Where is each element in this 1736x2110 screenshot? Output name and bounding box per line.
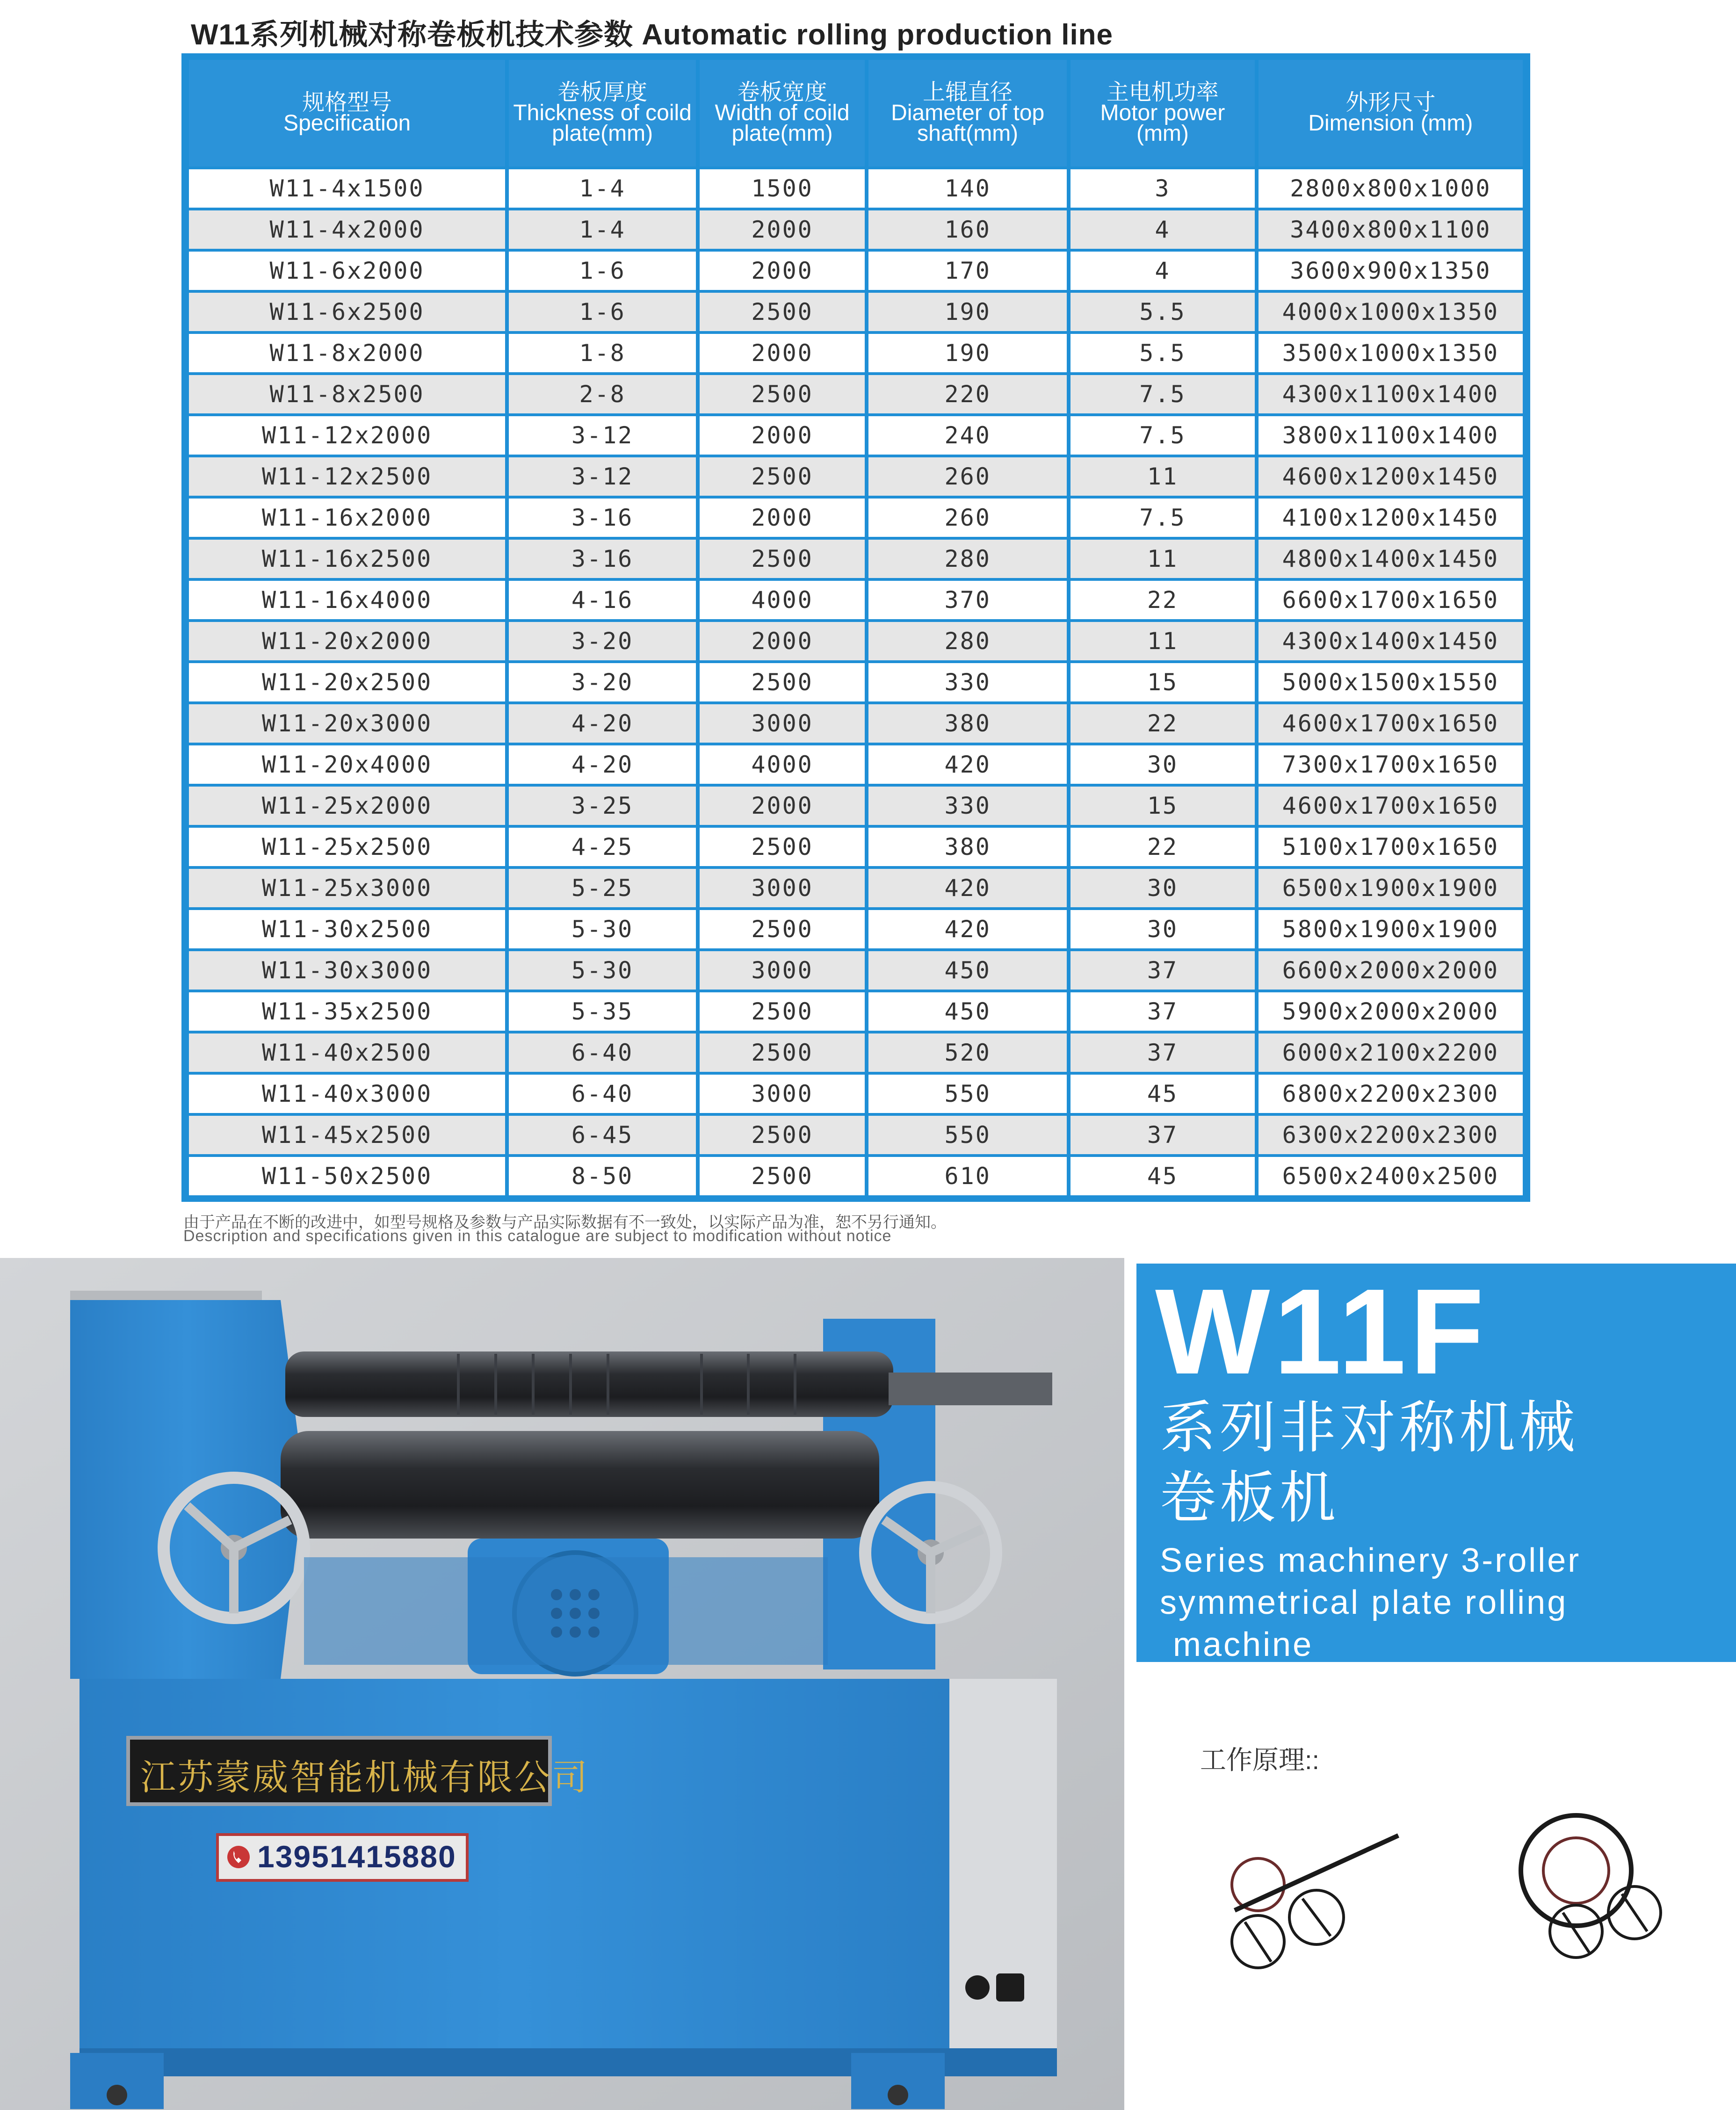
table-header-row (189, 60, 1523, 166)
table-cell: 1-8 (509, 334, 696, 372)
table-row (189, 293, 1523, 331)
table-cell: W11-50x2500 (189, 1157, 505, 1195)
table-cell: 4300x1400x1450 (1259, 622, 1523, 660)
table-cell: 6500x1900x1900 (1259, 869, 1523, 907)
table-cell: 5.5 (1071, 334, 1255, 372)
table-cell: W11-8x2500 (189, 375, 505, 413)
company-name: 江苏蒙威智能机械有限公司 (140, 1756, 589, 1798)
table-cell: 4000 (700, 581, 865, 619)
table-cell: 22 (1071, 704, 1255, 743)
table-cell: 30 (1071, 745, 1255, 784)
machine-photo (0, 1258, 1124, 2110)
spec-table-title: W11系列机械对称卷板机技术参数 Automatic rolling production line (191, 19, 1114, 51)
table-cell: 6600x2000x2000 (1259, 951, 1523, 990)
table-cell: 160 (868, 210, 1067, 249)
table-cell: 1-4 (509, 210, 696, 249)
table-cell: 5-30 (509, 910, 696, 948)
table-row (189, 1075, 1523, 1113)
table-cell: W11-35x2500 (189, 992, 505, 1031)
machine-illustration (0, 1258, 1124, 2110)
table-cell: 3-16 (509, 540, 696, 578)
column-header-en: Dimension (mm) (1308, 111, 1473, 136)
table-cell: 370 (868, 581, 1067, 619)
table-row (189, 787, 1523, 825)
product-name-zh-line2: 卷板机 (1160, 1467, 1339, 1529)
table-cell: 5800x1900x1900 (1259, 910, 1523, 948)
table-cell: 1500 (700, 169, 865, 208)
table-cell: 4600x1700x1650 (1259, 787, 1523, 825)
table-cell: W11-8x2000 (189, 334, 505, 372)
column-header-zh: 主电机功率 (1106, 80, 1219, 105)
table-row (189, 334, 1523, 372)
table-cell: W11-20x4000 (189, 745, 505, 784)
table-cell: 2500 (700, 992, 865, 1031)
table-row (189, 992, 1523, 1031)
table-cell: 4600x1700x1650 (1259, 704, 1523, 743)
table-cell: 2500 (700, 375, 865, 413)
column-header (509, 60, 696, 166)
table-cell: 22 (1071, 828, 1255, 866)
table-cell: 4-20 (509, 745, 696, 784)
column-header-zh: 卷板宽度 (737, 80, 827, 105)
column-header (700, 60, 865, 166)
table-cell: W11-30x2500 (189, 910, 505, 948)
table-cell: 3000 (700, 704, 865, 743)
table-cell: 5-35 (509, 992, 696, 1031)
table-cell: 3800x1100x1400 (1259, 416, 1523, 455)
table-cell: 5.5 (1071, 293, 1255, 331)
table-cell: 550 (868, 1116, 1067, 1154)
table-cell: W11-20x3000 (189, 704, 505, 743)
table-cell: 6600x1700x1650 (1259, 581, 1523, 619)
table-cell: 2500 (700, 457, 865, 496)
table-cell: 4-25 (509, 828, 696, 866)
table-row (189, 663, 1523, 701)
table-cell: 280 (868, 540, 1067, 578)
column-header-zh: 卷板厚度 (557, 80, 648, 105)
table-cell: 5900x2000x2000 (1259, 992, 1523, 1031)
table-cell: 11 (1071, 540, 1255, 578)
table-cell: 22 (1071, 581, 1255, 619)
table-row (189, 375, 1523, 413)
table-cell: W11-25x3000 (189, 869, 505, 907)
column-header (189, 60, 505, 166)
table-row (189, 457, 1523, 496)
table-cell: 37 (1071, 1033, 1255, 1072)
table-cell: 4000 (700, 745, 865, 784)
table-cell: 3-12 (509, 457, 696, 496)
table-cell: 3-25 (509, 787, 696, 825)
table-cell: 450 (868, 992, 1067, 1031)
table-cell: 3500x1000x1350 (1259, 334, 1523, 372)
table-cell: 2800x800x1000 (1259, 169, 1523, 208)
product-name-en-line1: Series machinery 3-roller (1160, 1542, 1581, 1579)
table-cell: 2000 (700, 210, 865, 249)
table-cell: 2500 (700, 910, 865, 948)
table-cell: 2000 (700, 416, 865, 455)
table-cell: 1-6 (509, 293, 696, 331)
table-cell: 2500 (700, 1116, 865, 1154)
column-header (868, 60, 1067, 166)
column-header-zh: 外形尺寸 (1345, 90, 1436, 115)
table-cell: W11-16x4000 (189, 581, 505, 619)
table-cell: W11-30x3000 (189, 951, 505, 990)
table-cell: 280 (868, 622, 1067, 660)
table-cell: 7.5 (1071, 416, 1255, 455)
table-cell: 5-25 (509, 869, 696, 907)
table-cell: 3000 (700, 1075, 865, 1113)
table-cell: 4 (1071, 210, 1255, 249)
table-row (189, 581, 1523, 619)
table-cell: 5100x1700x1650 (1259, 828, 1523, 866)
table-cell: 3-20 (509, 663, 696, 701)
table-cell: 190 (868, 334, 1067, 372)
table-cell: 420 (868, 745, 1067, 784)
column-header-zh: 规格型号 (302, 90, 392, 115)
principle-diagram-rolling (1521, 1815, 1661, 1958)
table-cell: 170 (868, 252, 1067, 290)
column-header-en: Thickness of coild plate(mm) (513, 101, 692, 146)
table-cell: 4300x1100x1400 (1259, 375, 1523, 413)
table-cell: 7.5 (1071, 375, 1255, 413)
table-row (189, 951, 1523, 990)
table-row (189, 704, 1523, 743)
table-cell: 330 (868, 663, 1067, 701)
table-cell: 220 (868, 375, 1067, 413)
table-cell: 2500 (700, 293, 865, 331)
table-cell: W11-20x2000 (189, 622, 505, 660)
table-row (189, 499, 1523, 537)
table-cell: 3600x900x1350 (1259, 252, 1523, 290)
phone-icon (226, 1841, 251, 1873)
spec-table (185, 57, 1526, 1198)
table-cell: 2000 (700, 622, 865, 660)
table-body (189, 169, 1523, 1195)
column-header-en: Width of coild plate(mm) (715, 101, 850, 146)
table-cell: 2000 (700, 334, 865, 372)
table-cell: 6000x2100x2200 (1259, 1033, 1523, 1072)
table-cell: 330 (868, 787, 1067, 825)
table-cell: 4000x1000x1350 (1259, 293, 1523, 331)
table-cell: 15 (1071, 787, 1255, 825)
column-header (1071, 60, 1255, 166)
table-cell: W11-6x2500 (189, 293, 505, 331)
table-row (189, 622, 1523, 660)
product-name-en-line2: symmetrical plate rolling (1160, 1584, 1568, 1621)
product-name-zh-line1: 系列非对称机械 (1160, 1396, 1579, 1459)
table-cell: 2500 (700, 1033, 865, 1072)
table-cell: 11 (1071, 457, 1255, 496)
table-cell: 2000 (700, 499, 865, 537)
table-cell: 380 (868, 828, 1067, 866)
table-cell: 450 (868, 951, 1067, 990)
table-row (189, 1033, 1523, 1072)
table-cell: 37 (1071, 992, 1255, 1031)
table-cell: 11 (1071, 622, 1255, 660)
table-cell: W11-45x2500 (189, 1116, 505, 1154)
table-row (189, 1157, 1523, 1195)
table-cell: 8-50 (509, 1157, 696, 1195)
table-cell: 420 (868, 910, 1067, 948)
table-cell: 2000 (700, 787, 865, 825)
table-cell: 30 (1071, 910, 1255, 948)
product-name-en-line3: machine (1173, 1626, 1314, 1663)
working-principle-diagram (1216, 1777, 1693, 2002)
table-cell: 4 (1071, 252, 1255, 290)
table-cell: W11-40x2500 (189, 1033, 505, 1072)
table-cell: W11-4x2000 (189, 210, 505, 249)
table-cell: W11-16x2000 (189, 499, 505, 537)
table-row (189, 252, 1523, 290)
table-cell: 140 (868, 169, 1067, 208)
column-header (1259, 60, 1523, 166)
column-header-zh: 上辊直径 (923, 80, 1013, 105)
table-cell: 6-45 (509, 1116, 696, 1154)
table-cell: 4100x1200x1450 (1259, 499, 1523, 537)
table-cell: 520 (868, 1033, 1067, 1072)
table-cell: W11-4x1500 (189, 169, 505, 208)
table-row (189, 210, 1523, 249)
column-header-en: Motor power (mm) (1100, 101, 1225, 146)
table-cell: W11-40x3000 (189, 1075, 505, 1113)
table-cell: W11-25x2000 (189, 787, 505, 825)
table-cell: 45 (1071, 1075, 1255, 1113)
table-cell: 4-20 (509, 704, 696, 743)
table-row (189, 416, 1523, 455)
table-cell: 2500 (700, 1157, 865, 1195)
table-cell: W11-12x2500 (189, 457, 505, 496)
table-row (189, 910, 1523, 948)
table-cell: W11-6x2000 (189, 252, 505, 290)
table-cell: 2500 (700, 828, 865, 866)
footnote-zh: 由于产品在不断的改进中，如型号规格及参数与产品实际数据有不一致处，以实际产品为准，恕不另行通知。 (183, 1214, 947, 1231)
table-cell: 15 (1071, 663, 1255, 701)
table-cell: 550 (868, 1075, 1067, 1113)
table-cell: 190 (868, 293, 1067, 331)
working-principle-label: 工作原理:: (1200, 1745, 1320, 1775)
table-cell: 1-6 (509, 252, 696, 290)
table-cell: 2500 (700, 540, 865, 578)
principle-diagram-feed (1232, 1835, 1398, 1968)
table-cell: 260 (868, 457, 1067, 496)
table-cell: 380 (868, 704, 1067, 743)
table-cell: 4600x1200x1450 (1259, 457, 1523, 496)
table-cell: 6-40 (509, 1033, 696, 1072)
table-cell: 30 (1071, 869, 1255, 907)
table-cell: 420 (868, 869, 1067, 907)
table-cell: 6800x2200x2300 (1259, 1075, 1523, 1113)
table-row (189, 540, 1523, 578)
table-cell: 4800x1400x1450 (1259, 540, 1523, 578)
table-cell: 3-16 (509, 499, 696, 537)
spec-table-frame (181, 53, 1530, 1202)
table-cell: 7.5 (1071, 499, 1255, 537)
table-cell: 3-12 (509, 416, 696, 455)
table-cell: 3 (1071, 169, 1255, 208)
table-cell: 37 (1071, 951, 1255, 990)
table-cell: 2500 (700, 663, 865, 701)
table-row (189, 828, 1523, 866)
phone-number: 13951415880 (257, 1839, 456, 1874)
table-cell: 45 (1071, 1157, 1255, 1195)
table-cell: 5-30 (509, 951, 696, 990)
table-cell: 260 (868, 499, 1067, 537)
column-header-en: Diameter of top shaft(mm) (891, 101, 1045, 146)
table-row (189, 169, 1523, 208)
table-cell: 5000x1500x1550 (1259, 663, 1523, 701)
table-cell: W11-16x2500 (189, 540, 505, 578)
table-cell: 3-20 (509, 622, 696, 660)
table-cell: 1-4 (509, 169, 696, 208)
table-row (189, 1116, 1523, 1154)
table-cell: 3400x800x1100 (1259, 210, 1523, 249)
table-cell: 2000 (700, 252, 865, 290)
table-row (189, 745, 1523, 784)
table-cell: 6300x2200x2300 (1259, 1116, 1523, 1154)
table-cell: W11-25x2500 (189, 828, 505, 866)
table-cell: W11-12x2000 (189, 416, 505, 455)
table-cell: 3000 (700, 869, 865, 907)
table-row (189, 869, 1523, 907)
table-cell: 610 (868, 1157, 1067, 1195)
table-cell: 37 (1071, 1116, 1255, 1154)
product-model: W11F (1155, 1264, 1488, 1400)
column-header-en: Specification (283, 111, 411, 136)
table-cell: 4-16 (509, 581, 696, 619)
table-cell: 3000 (700, 951, 865, 990)
table-cell: 240 (868, 416, 1067, 455)
table-cell: 6500x2400x2500 (1259, 1157, 1523, 1195)
table-cell: 6-40 (509, 1075, 696, 1113)
table-cell: W11-20x2500 (189, 663, 505, 701)
table-cell: 2-8 (509, 375, 696, 413)
table-cell: 7300x1700x1650 (1259, 745, 1523, 784)
footnote-en: Description and specifications given in this catalogue are subject to modification without notice (183, 1227, 892, 1245)
